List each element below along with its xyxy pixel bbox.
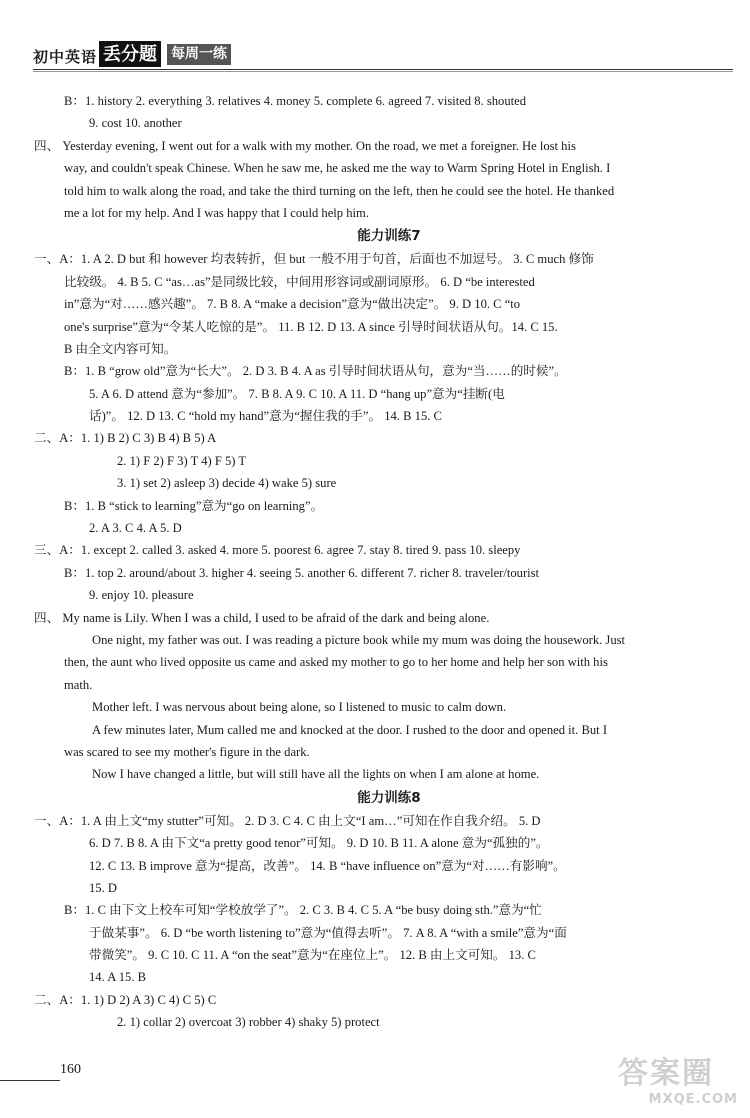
text-line: me a lot for my help. And I was happy that I could help him. bbox=[64, 205, 369, 220]
section-title: 能力训练8 bbox=[357, 789, 421, 806]
text-line: 15. D bbox=[89, 880, 117, 895]
text-line: 5. A 6. D attend 意为“参加”。 7. B 8. A 9. C 10. A 11. D “hang up”意为“挂断(电 bbox=[89, 386, 505, 401]
footer-rule bbox=[0, 1080, 60, 1081]
text-line: 2. A 3. C 4. A 5. D bbox=[89, 521, 182, 536]
text-line: 二、A：1. 1) B 2) C 3) B 4) B 5) A bbox=[34, 431, 217, 446]
text-line: B：1. C 由下文上校车可知“学校放学了”。 2. C 3. B 4. C 5. A “be busy doing sth.”意为“忙 bbox=[64, 903, 542, 918]
text-line: 9. cost 10. another bbox=[89, 116, 182, 131]
text-line: one's surprise”意为“令某人吃惊的是”。 11. B 12. D 13. A since 引导时间状语从句。14. C 15. bbox=[64, 319, 558, 334]
answer-content bbox=[34, 90, 714, 1034]
header-subject: 初中英语 bbox=[33, 50, 98, 66]
text-line: 三、A：1. except 2. called 3. asked 4. more 5. poorest 6. agree 7. stay 8. tired 9. pass 10. sleepy bbox=[34, 543, 521, 558]
text-line: B 由全文内容可知。 bbox=[64, 341, 177, 356]
header-series-title: 丢分题 bbox=[99, 41, 161, 67]
text-line: 2. 1) F 2) F 3) T 4) F 5) T bbox=[117, 453, 247, 468]
text-line: 带微笑”。 9. C 10. C 11. A “on the seat”意为“在座位上”。 12. B 由上文可知。 13. C bbox=[89, 948, 536, 963]
text-line: 12. C 13. B improve 意为“提高，改善”。 14. B “have influence on”意为“对……有影响”。 bbox=[89, 858, 566, 873]
text-line: 一、A：1. A 由上文“my stutter”可知。 2. D 3. C 4. C 由上文“I am…”可知在作自我介绍。 5. D bbox=[34, 813, 541, 828]
watermark-sub: MXQE.COM bbox=[648, 1092, 738, 1107]
watermark-main: 答案圈 bbox=[618, 1056, 714, 1091]
text-line: 9. enjoy 10. pleasure bbox=[89, 588, 194, 603]
text-line: math. bbox=[64, 677, 93, 692]
text-line: 3. 1) set 2) asleep 3) decide 4) wake 5) sure bbox=[117, 476, 337, 491]
text-line: B：1. top 2. around/about 3. higher 4. seeing 5. another 6. different 7. richer 8. traveler/tourist bbox=[64, 565, 540, 580]
text-line: was scared to see my mother's figure in the dark. bbox=[64, 744, 310, 759]
text-line: Mother left. I was nervous about being alone, so I listened to music to calm down. bbox=[92, 700, 507, 715]
text-line: 14. A 15. B bbox=[89, 970, 147, 985]
text-line: B：1. B “grow old”意为“长大”。 2. D 3. B 4. A as 引导时间状语从句，意为“当……的时候”。 bbox=[64, 364, 567, 379]
text-line: in”意为“对……感兴趣”。 7. B 8. A “make a decision”意为“做出决定”。 9. D 10. C “to bbox=[64, 297, 521, 312]
text-line: 话)”。 12. D 13. C “hold my hand”意为“握住我的手”。 14. B 15. C bbox=[89, 409, 442, 424]
text-line: 2. 1) collar 2) overcoat 3) robber 4) shaky 5) protect bbox=[117, 1015, 380, 1030]
text-line: 四、 My name is Lily. When I was a child, I used to be afraid of the dark and being alone. bbox=[34, 610, 490, 625]
text-line: 6. D 7. B 8. A 由下文“a pretty good tenor”可知。 9. D 10. B 11. A alone 意为“孤独的”。 bbox=[89, 836, 549, 851]
book-header bbox=[33, 40, 243, 68]
text-line: 比较级。 4. B 5. C “as…as”是同级比较，中间用形容词或副词原形。 6. D “be interested bbox=[64, 274, 535, 289]
text-line: A few minutes later, Mum called me and knocked at the door. I rushed to the door and opened it. But I bbox=[92, 722, 608, 737]
text-line: B：1. history 2. everything 3. relatives 4. money 5. complete 6. agreed 7. visited 8. shouted bbox=[64, 94, 527, 108]
page-number: 160 bbox=[60, 1062, 81, 1077]
text-line: One night, my father was out. I was reading a picture book while my mum was doing the housework. Just bbox=[92, 632, 626, 647]
section-title: 能力训练7 bbox=[357, 228, 421, 245]
text-line: 四、 Yesterday evening, I went out for a walk with my mother. On the road, we met a foreigner. He lost his bbox=[34, 138, 576, 153]
watermark-logo bbox=[618, 1048, 738, 1112]
text-line: 一、A：1. A 2. D but 和 however 均表转折，但 but 一般不用于句首，后面也不加逗号。 3. C much 修饰 bbox=[34, 252, 594, 267]
header-rule-thin bbox=[33, 71, 733, 72]
text-line: 二、A：1. 1) D 2) A 3) C 4) C 5) C bbox=[34, 992, 217, 1007]
header-series-tag: 每周一练 bbox=[167, 44, 231, 65]
text-line: Now I have changed a little, but will still have all the lights on when I am alone at home. bbox=[92, 767, 540, 782]
text-line: then, the aunt who lived opposite us came and asked my mother to go to her home and help her son with his bbox=[64, 655, 608, 670]
text-line: way, and couldn't speak Chinese. When he saw me, he asked me the way to Warm Spring Hotel in English. I bbox=[64, 161, 611, 176]
text-line: 于做某事”。 6. D “be worth listening to”意为“值得去听”。 7. A 8. A “with a smile”意为“面 bbox=[89, 925, 567, 940]
text-line: B：1. B “stick to learning”意为“go on learning”。 bbox=[64, 498, 324, 513]
text-line: told him to walk along the road, and take the third turning on the left, then he could see the hotel. He thanked bbox=[64, 183, 615, 198]
header-rule bbox=[33, 69, 733, 70]
